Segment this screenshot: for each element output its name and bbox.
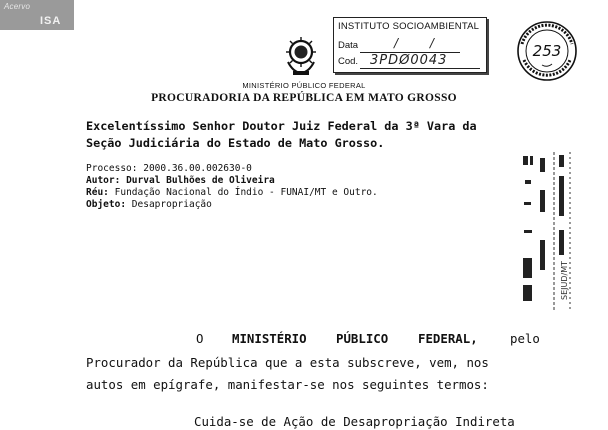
stamp-date-row — [338, 40, 358, 51]
paragraph2-line1: Cuida-se de Ação de Desapropriação Indireta — [194, 414, 515, 429]
coat-of-arms-icon — [283, 36, 319, 76]
stamp-date-value: / / — [394, 36, 448, 50]
paragraph1-line3: autos em epígrafe, manifestar-se nos seguintes termos: — [86, 377, 489, 392]
objeto-label: Objeto: — [86, 199, 127, 210]
paragraph1-o: O — [196, 331, 204, 346]
case-details — [86, 163, 378, 211]
watermark-line1: Acervo — [4, 2, 31, 11]
paragraph1-line2: Procurador da República que a esta subscreve, vem, nos — [86, 355, 489, 370]
addressee-line1: Excelentíssimo Senhor Doutor Juiz Federal da 3ª Vara da — [86, 119, 477, 133]
stamp-date-label: Data — [338, 40, 359, 51]
stamp-code-line — [360, 68, 480, 69]
objeto-value: Desapropriação — [131, 199, 212, 210]
stamp-code-label: Cod. — [338, 56, 359, 67]
reu-value: Fundação Nacional do Índio - FUNAI/MT e Outro. — [114, 187, 378, 198]
seal-handwritten-number: 253 — [532, 42, 562, 60]
processo-label: Processo: — [86, 163, 138, 174]
reu-label: Réu: — [86, 187, 109, 198]
watermark-line2: ISA — [40, 15, 62, 27]
acervo-isa-watermark — [0, 0, 74, 30]
stamp-title: INSTITUTO SOCIOAMBIENTAL — [338, 21, 480, 32]
official-seal — [516, 20, 578, 82]
addressee-line2: Seção Judiciária do Estado de Mato Grosso. — [86, 136, 385, 150]
paragraph1-pelo: pelo — [510, 331, 540, 346]
office-name: PROCURADORIA DA REPÚBLICA EM MATO GROSSO — [151, 92, 457, 104]
paragraph1-publico: PÚBLICO — [336, 331, 389, 346]
autor-label: Autor: — [86, 175, 121, 186]
stamp-code-value: 3PDØ0043 — [370, 53, 448, 68]
institution-received-stamp — [333, 17, 487, 73]
paragraph1-federal: FEDERAL, — [418, 331, 478, 346]
paragraph1-ministerio: MINISTÉRIO — [232, 331, 307, 346]
addressee — [86, 118, 477, 152]
processo-value: 2000.36.00.002630-0 — [143, 163, 252, 174]
autor-value: Durval Bulhões de Oliveira — [126, 175, 275, 186]
stamp-code-row — [338, 56, 358, 67]
side-stamp-text: SEJUD/MT — [560, 261, 569, 300]
institution-name: MINISTÉRIO PÚBLICO FEDERAL — [242, 81, 366, 90]
side-protocol-stamp — [518, 150, 578, 315]
